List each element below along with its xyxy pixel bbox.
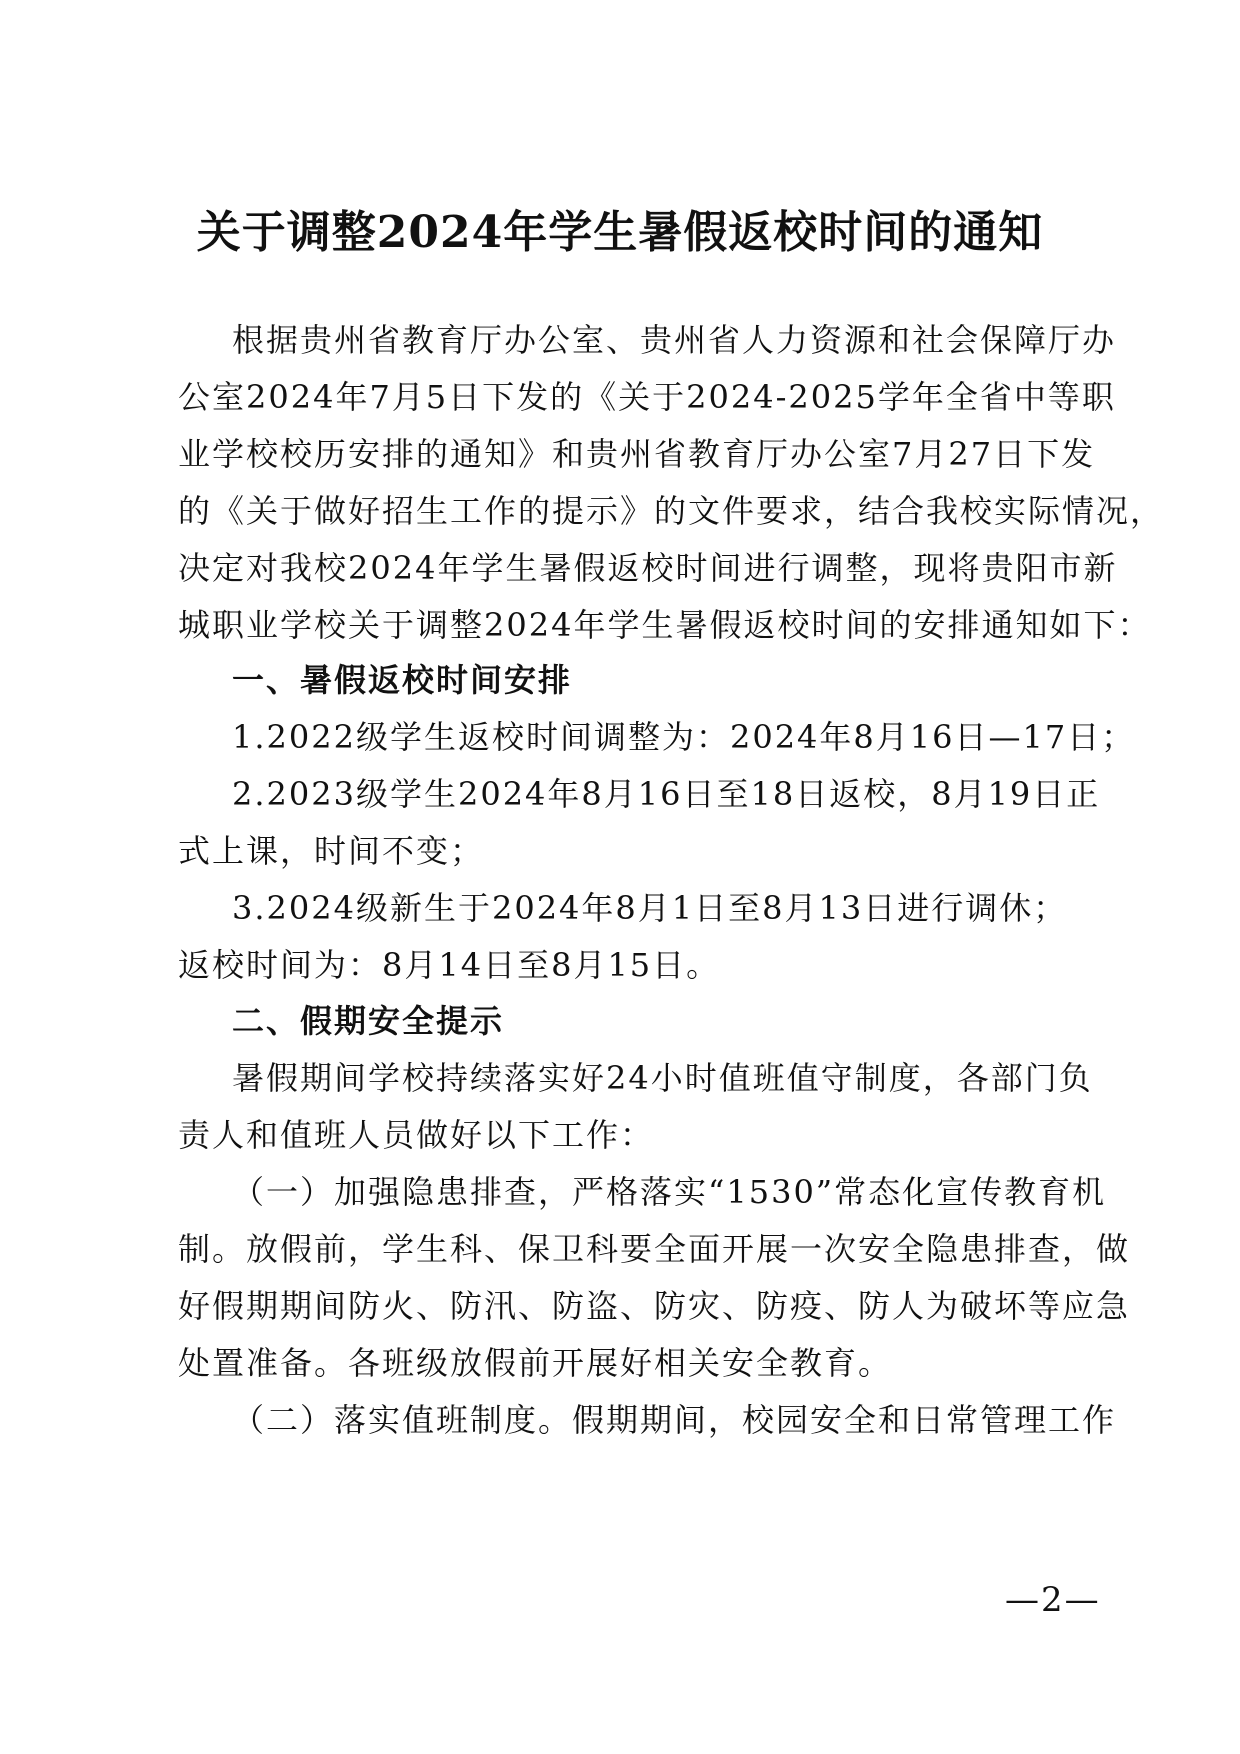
paragraph-line: 根据贵州省教育厅办公室、贵州省人力资源和社会保障厅办	[232, 321, 1117, 359]
page-number: —2—	[1005, 1580, 1101, 1620]
paragraph-line: 处置准备。各班级放假前开展好相关安全教育。	[178, 1344, 893, 1382]
paragraph-line: 好假期期间防火、防汛、防盗、防灾、防疫、防人为破坏等应急	[178, 1287, 1131, 1325]
paragraph-line: 城职业学校关于调整2024年学生暑假返校时间的安排通知如下：	[178, 606, 1152, 644]
list-item-continuation: 式上课，时间不变；	[178, 832, 485, 870]
paragraph-line: 公室2024年7月5日下发的《关于2024-2025学年全省中等职	[178, 378, 1116, 416]
list-item: 3.2024级新生于2024年8月1日至8月13日进行调休；	[232, 889, 1068, 927]
section-heading: 二、假期安全提示	[232, 1002, 505, 1040]
list-item-continuation: 返校时间为：8月14日至8月15日。	[178, 946, 721, 984]
paragraph-line: 制。放假前，学生科、保卫科要全面开展一次安全隐患排查，做	[178, 1230, 1131, 1268]
paragraph-line: （二）落实值班制度。假期期间，校园安全和日常管理工作	[232, 1401, 1117, 1439]
page-title: 关于调整2024年学生暑假返校时间的通知	[196, 207, 1044, 258]
paragraph-line: 暑假期间学校持续落实好24小时值班值守制度，各部门负	[232, 1059, 1093, 1097]
paragraph-line: （一）加强隐患排查，严格落实“1530”常态化宣传教育机	[232, 1173, 1107, 1211]
list-item: 2.2023级学生2024年8月16日至18日返校，8月19日正	[232, 775, 1101, 813]
paragraph-line: 业学校校历安排的通知》和贵州省教育厅办公室7月27日下发	[178, 435, 1096, 473]
list-item: 1.2022级学生返校时间调整为：2024年8月16日—17日；	[232, 718, 1136, 756]
paragraph-line: 的《关于做好招生工作的提示》的文件要求，结合我校实际情况，	[178, 492, 1165, 530]
paragraph-line: 决定对我校2024年学生暑假返校时间进行调整，现将贵阳市新	[178, 549, 1118, 587]
section-heading: 一、暑假返校时间安排	[232, 661, 573, 699]
paragraph-line: 责人和值班人员做好以下工作：	[178, 1116, 655, 1154]
